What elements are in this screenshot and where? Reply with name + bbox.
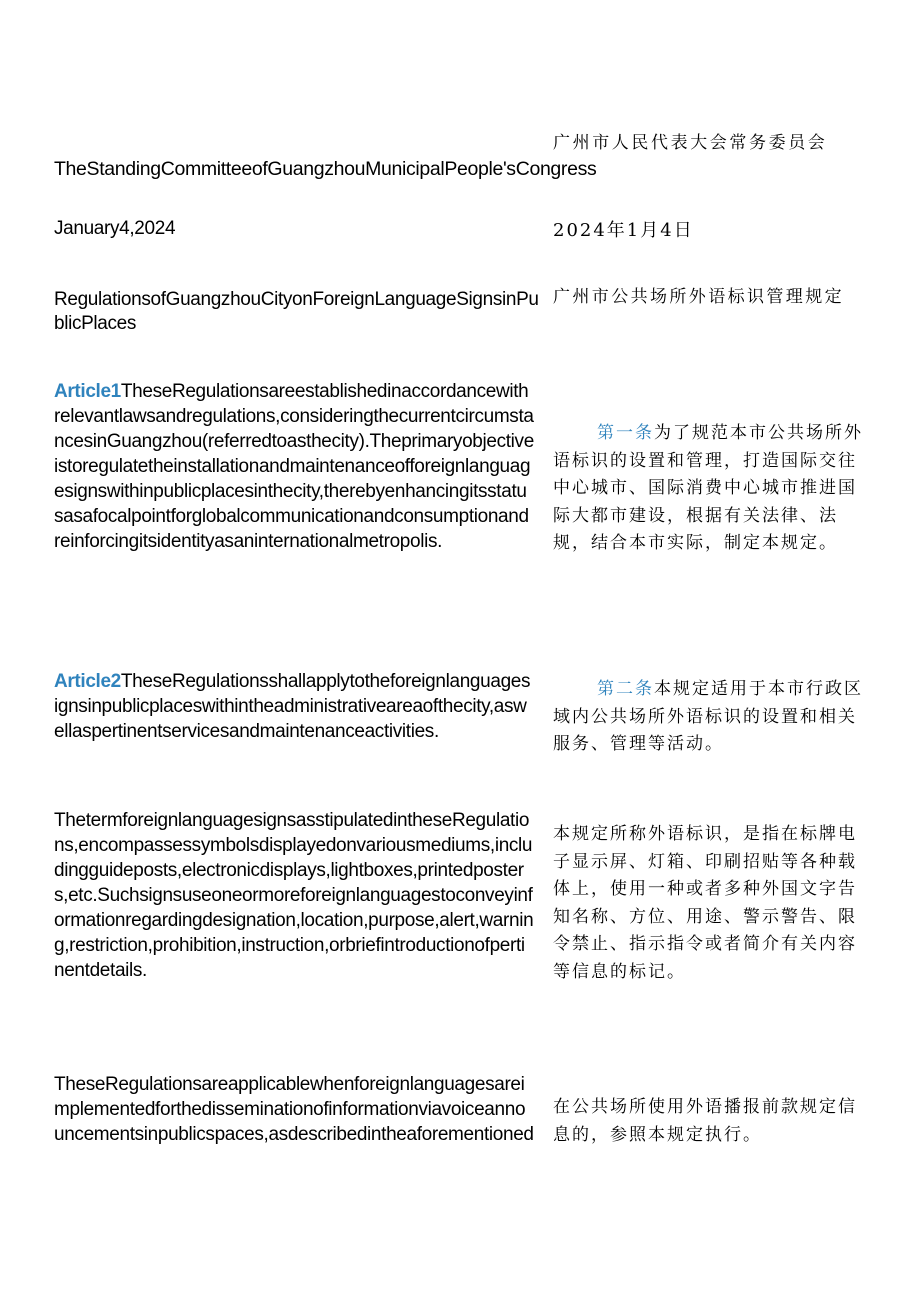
paragraph-3-zh: 在公共场所使用外语播报前款规定信息的，参照本规定执行。 (553, 1097, 857, 1145)
article-1-text-zh: 为了规范本市公共场所外语标识的设置和管理，打造国际交往中心城市、国际消费中心城市推进国际大都市建设，根据有关法律、法规，结合本市实际，制定本规定。 (553, 423, 863, 553)
article-2-label-zh: 第二条 (597, 679, 654, 699)
title-zh: 广州市公共场所外语标识管理规定 (553, 287, 844, 307)
issuer-zh: 广州市人民代表大会常务委员会 (553, 133, 828, 153)
date-zh: 2024年1月4日 (553, 220, 694, 241)
article-2-label-en: Article2 (54, 671, 121, 692)
article-1-label-en: Article1 (54, 381, 121, 402)
issuer-en: TheStandingCommitteeofGuangzhouMunicipalPeople'sCongress (54, 158, 597, 180)
article-1-text-en: TheseRegulationsareestablishedinaccordancewithrelevantlawsandregulations,consideringthecurrentcircumstancesinGuangzhou(referredtoasthecity).Theprimaryobjectiveistoregulatetheinstallationandmaintenanceofforeignlanguagesignswithinpublicplacesinthecity,therebyenhancingitsstatusasafocalpointforglobalcommunicationandconsumptionandreinforcingitsidentityasaninternationalmetropolis. (54, 381, 534, 552)
paragraph-2-en: ThetermforeignlanguagesignsasstipulatedintheseRegulations,encompassessymbolsdisplayedonvariousmediums,includingguideposts,electronicdisplays,lightboxes,printedposters,etc.Suchsignsuseoneormoreforeignlanguagestoconveyinformationregardingdesignation,location,purpose,alert,warning,restriction,prohibition,instruction,orbriefintroductionofpertinentdetails. (54, 810, 534, 981)
article-2-zh (553, 676, 863, 759)
article-1-en (54, 379, 534, 554)
paragraph-3-en: TheseRegulationsareapplicablewhenforeignlanguagesareimplementedforthedisseminationofinformationviavoiceannouncementsinpublicspaces,asdescribedintheaforementioned (54, 1074, 534, 1145)
article-2-en (54, 669, 534, 744)
paragraph-2-zh: 本规定所称外语标识，是指在标牌电子显示屏、灯箱、印刷招贴等各种载体上，使用一种或者多种外国文字告知名称、方位、用途、警示警告、限令禁止、指示指令或者简介有关内容等信息的标记。 (553, 824, 857, 982)
article-2-text-zh: 本规定适用于本市行政区域内公共场所外语标识的设置和相关服务、管理等活动。 (553, 679, 863, 754)
title-en: RegulationsofGuangzhouCityonForeignLanguageSignsinPublicPlaces (54, 289, 539, 334)
article-1-label-zh: 第一条 (597, 423, 654, 443)
date-en: January4,2024 (54, 218, 176, 239)
article-2-text-en: TheseRegulationsshallapplytotheforeignlanguagesignsinpublicplaceswithintheadministrativeareaofthecity,aswellaspertinentservicesandmaintenanceactivities. (54, 671, 531, 742)
article-1-zh (553, 420, 863, 558)
